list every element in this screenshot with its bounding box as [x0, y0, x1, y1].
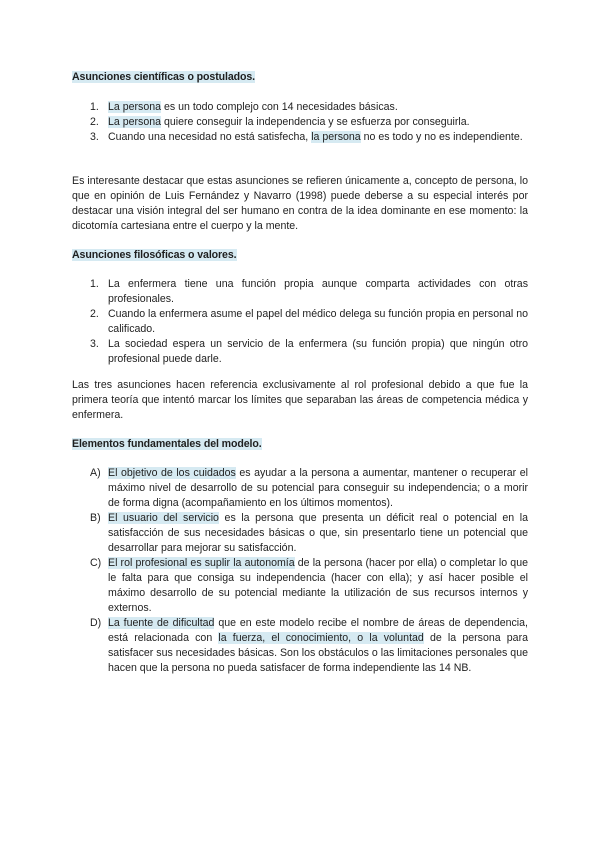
list-marker: 2. — [90, 116, 99, 128]
list-item — [72, 511, 528, 556]
list-item — [72, 307, 528, 337]
highlighted-term: La persona — [108, 116, 162, 128]
highlighted-term: El rol profesional es suplir la autonomía — [108, 557, 295, 569]
item-text: La enfermera tiene una función propia aunque comparta actividades con otras profesionales. — [108, 278, 528, 305]
list-item — [72, 277, 528, 307]
paragraph-postulados: Es interesante destacar que estas asunciones se refieren únicamente a, concepto de persona, lo que en opinión de Luis Fernández y Navarro (1998) puede deberse a su especial interés por destacar una visión integral del ser humano en contra de la idea dominante en ese momento: la dicotomía cartesiana entre el cuerpo y la mente. — [72, 175, 528, 232]
list-item — [72, 556, 528, 616]
highlighted-term: la fuerza, el conocimiento, o la voluntad — [218, 632, 424, 644]
valores-list — [72, 277, 528, 367]
list-item — [72, 130, 528, 145]
heading-text: Asunciones científicas o postulados. — [72, 71, 256, 83]
elementos-list — [72, 466, 528, 676]
heading-text: Asunciones filosóficas o valores. — [72, 249, 237, 261]
list-item — [72, 115, 528, 130]
item-text: de la persona para satisfacer sus necesidades básicas. Son los obstáculos o las limitaciones personales que hacen que la persona no pueda satisfacer de forma independiente las 14 NB. — [108, 632, 528, 674]
list-marker: D) — [90, 617, 102, 629]
highlighted-term: la persona — [311, 131, 361, 143]
list-marker: A) — [90, 467, 101, 479]
item-text: quiere conseguir la independencia y se esfuerza por conseguirla. — [161, 116, 470, 128]
item-text: Cuando una necesidad no está satisfecha, — [108, 131, 312, 143]
item-text: es la persona que presenta un déficit real o potencial en la satisfacción de sus necesidades básicas o que, sin presentarlo tiene un potencial que desarrollar para mejorar su satisfacción. — [108, 512, 529, 554]
list-item — [72, 616, 528, 676]
section-heading-valores — [72, 248, 237, 263]
list-marker: 2. — [90, 308, 99, 320]
list-marker: C) — [90, 557, 102, 569]
heading-text: Elementos fundamentales del modelo. — [72, 438, 262, 450]
section-heading-elementos — [72, 437, 262, 452]
highlighted-term: El objetivo de los cuidados — [108, 467, 236, 479]
item-text: es ayudar a la persona a aumentar, mantener o recuperar el máximo nivel de desarrollo de su potencial para conseguir su independencia; o a morir de forma digna (acompañamiento en los últimos momentos). — [108, 467, 528, 509]
highlighted-term: El usuario del servicio — [108, 512, 219, 524]
section-heading-postulados — [72, 70, 255, 85]
list-marker: 3. — [90, 338, 99, 350]
list-item — [72, 337, 528, 367]
list-marker: 3. — [90, 131, 99, 143]
highlighted-term: La persona — [108, 101, 162, 113]
item-text: de la persona (hacer por ella) o completar lo que le falta para que consiga su independencia (hacer con ella); y así hacer posible el máximo desarrollo de su potencial mediante la utilización de sus recursos internos y externos. — [108, 557, 528, 614]
list-item — [72, 100, 528, 115]
item-text: que en este modelo recibe el nombre de áreas de dependencia, está relacionada con — [108, 617, 528, 644]
item-text: Cuando la enfermera asume el papel del médico delega su función propia en personal no calificado. — [108, 308, 528, 335]
item-text: La sociedad espera un servicio de la enfermera (su función propia) que ningún otro profesional puede darle. — [108, 338, 528, 365]
item-text: no es todo y no es independiente. — [360, 131, 523, 143]
list-marker: 1. — [90, 101, 99, 113]
postulados-list — [72, 100, 528, 145]
list-marker: B) — [90, 512, 101, 524]
list-marker: 1. — [90, 278, 99, 290]
paragraph-valores: Las tres asunciones hacen referencia exclusivamente al rol profesional debido a que fue la primera teoría que intentó marcar los límites que separaban las áreas de competencia médica y enfermera. — [72, 379, 528, 421]
item-text: es un todo complejo con 14 necesidades básicas. — [161, 101, 398, 113]
highlighted-term: La fuente de dificultad — [108, 617, 215, 629]
list-item — [72, 466, 528, 511]
